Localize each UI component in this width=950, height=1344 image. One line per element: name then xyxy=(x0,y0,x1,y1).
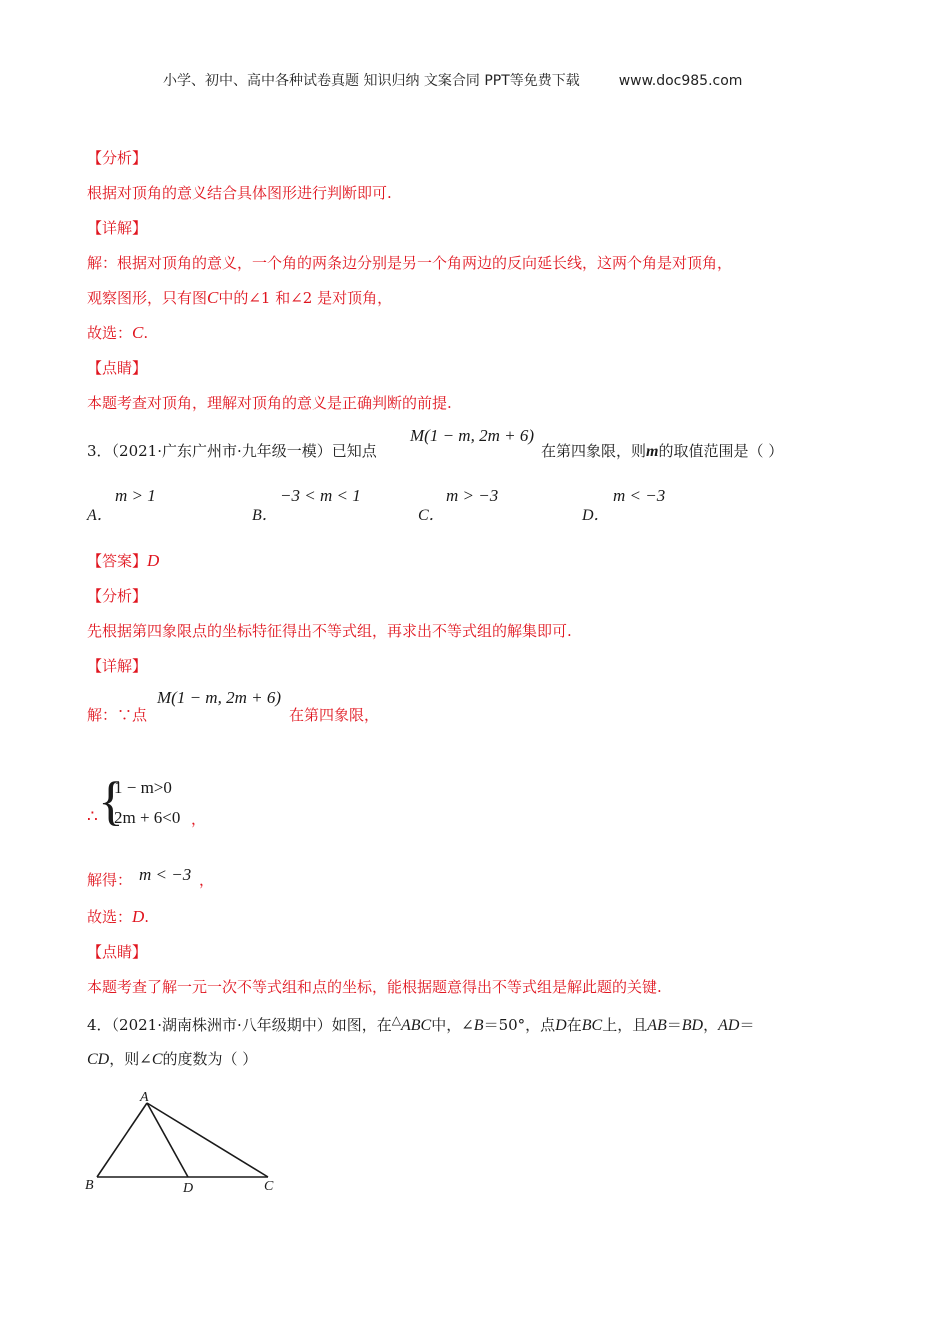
option-b-label: B． xyxy=(252,507,278,524)
q3-number: 3． xyxy=(87,442,112,460)
option-d-expr: m < −3 xyxy=(613,486,666,505)
segment-ad xyxy=(147,1103,188,1177)
detail-line-2-b: 中的∠1 和∠2 是对顶角， xyxy=(218,289,393,307)
figure-letter: C xyxy=(207,288,219,307)
q3-detail-tag: 【详解】 xyxy=(87,657,148,675)
q4-text-i: 上，且 xyxy=(602,1016,648,1034)
q3-point-expr: M(1 − m, 2m + 6) xyxy=(410,426,534,445)
option-c-expr: m > −3 xyxy=(446,486,499,505)
comment-text: 本题考查对顶角，理解对顶角的意义是正确判断的前提. xyxy=(87,394,452,412)
q4-text-e: ＝50°，点 xyxy=(483,1016,556,1034)
q3-comment-text: 本题考查了解一元一次不等式组和点的坐标，能根据题意得出不等式组是解此题的关键. xyxy=(87,978,662,996)
q3-stem-mid: 在第四象限，则 xyxy=(541,442,647,460)
answer-tag: 【答案】 xyxy=(87,552,148,570)
side-ab xyxy=(97,1103,147,1177)
answer-value: D xyxy=(147,551,160,570)
vertex-c-label: C xyxy=(264,1179,274,1194)
q3-stem-end xyxy=(541,440,783,461)
q3-comment-tag: 【点睛】 xyxy=(87,943,148,961)
q4-stem-line-2 xyxy=(87,1048,257,1069)
page-header xyxy=(163,70,742,90)
header-site: www.doc985.com xyxy=(618,73,743,89)
q4-bd: BD xyxy=(681,1017,704,1034)
system-comma: ， xyxy=(191,810,207,828)
detail-line-2 xyxy=(87,287,392,308)
option-c-label: C． xyxy=(418,507,445,524)
q4-abc: ABC xyxy=(401,1017,432,1034)
q4-text-angle: ，则∠ xyxy=(109,1050,152,1068)
choose-prefix: 故选： xyxy=(87,324,133,342)
q4-ab: AB xyxy=(647,1017,667,1034)
q3-analysis-tag: 【分析】 xyxy=(87,587,148,605)
solve-comma: ， xyxy=(199,871,215,889)
comment-tag: 【点睛】 xyxy=(87,359,148,377)
vertex-a-label: A xyxy=(140,1090,149,1105)
detail-tag: 【详解】 xyxy=(87,219,148,237)
q4-b: B xyxy=(473,1017,484,1034)
detail-line-1: 解：根据对顶角的意义，一个角的两条边分别是另一个角两边的反向延长线，这两个角是对顶角， xyxy=(87,254,733,272)
q3-source: （2021·广东广州市·九年级一模）已知点 xyxy=(111,442,377,460)
q4-d: D xyxy=(555,1017,567,1034)
q4-c: C xyxy=(151,1051,163,1068)
q3-analysis-text: 先根据第四象限点的坐标特征得出不等式组，再求出不等式组的解集即可. xyxy=(87,622,572,640)
option-b-expr: −3 < m < 1 xyxy=(280,486,361,505)
analysis-tag: 【分析】 xyxy=(87,149,148,167)
q4-text-g: 在 xyxy=(566,1016,582,1034)
q3-detail-suffix: 在第四象限， xyxy=(289,706,380,724)
q4-eq-1: ＝ xyxy=(666,1016,682,1034)
q3-choose-line xyxy=(87,906,149,927)
analysis-text: 根据对顶角的意义结合具体图形进行判断即可. xyxy=(87,184,392,202)
choose-line xyxy=(87,322,148,343)
choose-suffix: . xyxy=(143,324,149,342)
q3-var: m xyxy=(646,443,659,460)
answer-line xyxy=(87,550,159,571)
q4-eq-2: ＝ xyxy=(739,1016,755,1034)
q4-text-a: （2021·湖南株洲市·八年级期中）如图，在 xyxy=(111,1016,392,1034)
system-brace: { xyxy=(98,771,124,831)
q3-stem-tail: 的取值范围是（ ） xyxy=(658,442,784,460)
q3-choose-prefix: 故选： xyxy=(87,908,133,926)
q4-text-end: 的度数为（ ） xyxy=(162,1050,258,1068)
option-d-label: D． xyxy=(582,507,610,524)
q4-text-c: 中，∠ xyxy=(431,1016,474,1034)
q4-stem-line-1 xyxy=(87,1013,754,1035)
detail-line-2-a: 观察图形，只有图 xyxy=(87,289,208,307)
system-line-2: 2m + 6<0 xyxy=(114,808,181,827)
q3-choose-letter: D xyxy=(132,907,145,926)
header-text: 小学、初中、高中各种试卷真题 知识归纳 文案合同 PPT等免费下载 xyxy=(163,73,580,89)
solve-expr: m < −3 xyxy=(139,865,192,884)
system-line-1: 1 − m>0 xyxy=(114,778,172,797)
option-a-label: A． xyxy=(87,507,113,524)
solve-prefix: 解得： xyxy=(87,871,133,889)
q4-cd: CD xyxy=(87,1051,110,1068)
q3-stem-start xyxy=(87,440,377,461)
q4-comma: ， xyxy=(703,1016,719,1034)
triangle-symbol: △ xyxy=(391,1013,401,1027)
side-ac xyxy=(147,1103,268,1177)
q4-ad: AD xyxy=(718,1017,740,1034)
choose-letter: C xyxy=(132,323,144,342)
vertex-b-label: B xyxy=(85,1178,94,1193)
q4-bc: BC xyxy=(581,1017,603,1034)
vertex-d-label: D xyxy=(183,1181,194,1196)
triangle-figure xyxy=(80,1085,290,1200)
option-a-expr: m > 1 xyxy=(115,486,156,505)
therefore-symbol: ∴ xyxy=(87,807,98,827)
q3-detail-point: M(1 − m, 2m + 6) xyxy=(157,688,281,707)
q3-choose-suffix: . xyxy=(144,908,150,926)
q4-number: 4． xyxy=(87,1016,112,1034)
q3-detail-prefix: 解：∵点 xyxy=(87,706,148,724)
